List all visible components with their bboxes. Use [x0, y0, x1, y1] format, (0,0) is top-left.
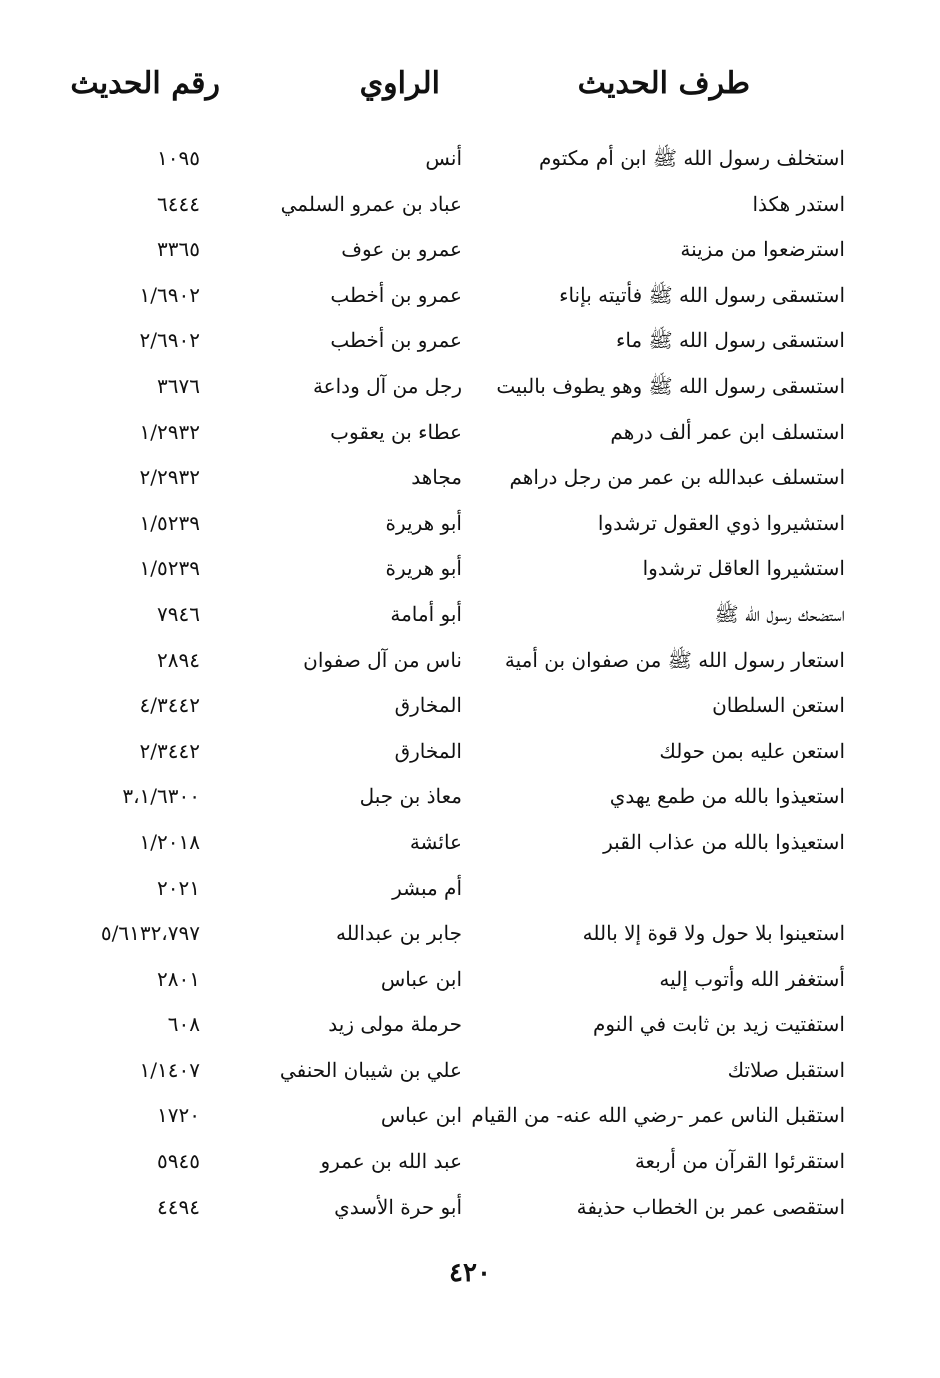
narrator-cell: رجل من آل وداعة	[312, 373, 462, 398]
hadith-number-cell: ٤/٣٤٤٢	[139, 693, 200, 718]
table-row	[0, 410, 940, 456]
hadith-text-cell: استسقى رسول الله ﷺ وهو يطوف بالبيت	[496, 373, 845, 398]
narrator-cell: عمرو بن أخطب	[330, 282, 462, 307]
table-row	[0, 1185, 940, 1231]
narrator-cell: أبو هريرة	[385, 510, 462, 535]
hadith-text-cell: استشيروا ذوي العقول ترشدوا	[597, 510, 845, 535]
table-row	[0, 364, 940, 410]
hadith-text-cell: استعن السلطان	[712, 693, 845, 718]
narrator-cell: ابن عباس	[380, 1103, 462, 1128]
hadith-number-cell: ١/٢٩٣٢	[139, 419, 200, 444]
header-narrator: الراوي	[359, 66, 440, 101]
table-row	[0, 957, 940, 1003]
table-row	[0, 911, 940, 957]
hadith-text-cell: استسلف ابن عمر ألف درهم	[610, 419, 845, 444]
hadith-text-cell: استعينوا بلا حول ولا قوة إلا بالله	[582, 921, 845, 946]
hadith-number-cell: ٢٨٩٤	[157, 647, 200, 672]
narrator-cell: أنس	[425, 146, 462, 170]
hadith-number-cell: ٣٣٦٥	[157, 237, 200, 262]
hadith-text-cell: استعيذوا بالله من عذاب القبر	[603, 829, 845, 854]
hadith-number-cell: ١/٥٢٣٩	[139, 556, 200, 581]
hadith-text-cell: استرضعوا من مزينة	[680, 237, 845, 262]
hadith-text-cell: استعار رسول الله ﷺ من صفوان بن أمية	[504, 647, 845, 672]
hadith-text-cell: استفتيت زيد بن ثابت في النوم	[593, 1012, 845, 1037]
hadith-text-cell: استقبل صلاتك	[727, 1057, 845, 1082]
table-row	[0, 1093, 940, 1139]
hadith-number-cell: ٥/٦١٣٢،٧٩٧	[100, 921, 200, 946]
hadith-text-cell: استشيروا العاقل ترشدوا	[642, 556, 845, 581]
narrator-cell: حرملة مولى زيد	[328, 1012, 462, 1037]
table-row	[0, 1048, 940, 1094]
hadith-text-cell: أستغفر الله وأتوب إليه	[659, 966, 845, 991]
hadith-text-cell: استخلف رسول الله ﷺ ابن أم مكتوم	[539, 146, 845, 170]
narrator-cell: عائشة	[409, 829, 462, 854]
hadith-number-cell: ٤٤٩٤	[157, 1194, 200, 1219]
table-row	[0, 683, 940, 729]
hadith-text-cell: استقصى عمر بن الخطاب حذيفة	[576, 1194, 845, 1219]
table-row	[0, 592, 940, 638]
narrator-cell: أبو أمامة	[390, 601, 462, 626]
hadith-number-cell: ٢/٢٩٣٢	[139, 465, 200, 490]
table-row	[0, 501, 940, 547]
header-hadith-text: طرف الحديث	[577, 66, 750, 101]
table-row	[0, 546, 940, 592]
hadith-number-cell: ٧٩٤٦	[157, 601, 200, 626]
narrator-cell: أبو هريرة	[385, 556, 462, 581]
hadith-number-cell: ٦٤٤٤	[157, 191, 200, 216]
table-row	[0, 227, 940, 273]
hadith-text-cell: استسلف عبدالله بن عمر من رجل دراهم	[509, 465, 845, 490]
narrator-cell: المخارق	[394, 738, 462, 763]
hadith-number-cell: ٢/٣٤٤٢	[139, 738, 200, 763]
hadith-number-cell: ٣٦٧٦	[157, 373, 200, 398]
hadith-number-cell: ٣،١/٦٣٠٠	[122, 784, 200, 809]
narrator-cell: مجاهد	[411, 465, 462, 490]
hadith-text-cell: استدر هكذا	[752, 191, 845, 216]
narrator-cell: عمرو بن أخطب	[330, 328, 462, 353]
narrator-cell: علي بن شيبان الحنفي	[279, 1057, 462, 1082]
hadith-number-cell: ٢٨٠١	[157, 966, 200, 991]
hadith-number-cell: ١/١٤٠٧	[139, 1057, 200, 1082]
hadith-number-cell: ١/٦٩٠٢	[139, 282, 200, 307]
hadith-text-cell: استعيذوا بالله من طمع يهدي	[609, 784, 845, 809]
table-row	[0, 820, 940, 866]
narrator-cell: عمرو بن عوف	[341, 237, 462, 262]
hadith-text-cell: استضحك رسول الله ﷺ	[714, 601, 845, 626]
hadith-text-cell: استسقى رسول الله ﷺ ماء	[615, 328, 845, 353]
page-number: ٤٢٠	[449, 1258, 491, 1288]
hadith-number-cell: ١/٢٠١٨	[139, 829, 200, 854]
table-row	[0, 729, 940, 775]
table-row	[0, 136, 940, 182]
narrator-cell: عبد الله بن عمرو	[320, 1149, 462, 1174]
table-row	[0, 1002, 940, 1048]
hadith-number-cell: ١/٥٢٣٩	[139, 510, 200, 535]
narrator-cell: ناس من آل صفوان	[303, 647, 462, 672]
hadith-number-cell: ١٧٢٠	[157, 1103, 200, 1128]
narrator-cell: جابر بن عبدالله	[335, 921, 462, 946]
narrator-cell: معاذ بن جبل	[359, 784, 462, 809]
hadith-text-cell: استعن عليه بمن حولك	[659, 738, 845, 763]
hadith-number-cell: ٢/٦٩٠٢	[139, 328, 200, 353]
hadith-number-cell: ١٠٩٥	[157, 146, 200, 170]
table-row	[0, 638, 940, 684]
header-hadith-number: رقم الحديث	[70, 66, 220, 101]
table-row	[0, 318, 940, 364]
narrator-cell: أبو حرة الأسدي	[334, 1194, 462, 1219]
hadith-text-cell: استسقى رسول الله ﷺ فأتيته بإناء	[559, 282, 845, 307]
table-row	[0, 182, 940, 228]
hadith-number-cell: ٦٠٨	[167, 1012, 200, 1037]
hadith-text-cell: استقبل الناس عمر -رضي الله عنه- من القيام	[471, 1103, 845, 1128]
table-row	[0, 1139, 940, 1185]
table-row	[0, 774, 940, 820]
table-row	[0, 455, 940, 501]
narrator-cell: ابن عباس	[380, 966, 462, 991]
narrator-cell: أم مبشر	[392, 875, 462, 900]
hadith-number-cell: ٢٠٢١	[157, 875, 200, 900]
table-row	[0, 866, 940, 912]
hadith-text-cell: استقرئوا القرآن من أربعة	[634, 1149, 845, 1174]
table-row	[0, 273, 940, 319]
narrator-cell: عطاء بن يعقوب	[330, 419, 462, 444]
narrator-cell: عباد بن عمرو السلمي	[280, 191, 462, 216]
index-table	[0, 136, 940, 1230]
narrator-cell: المخارق	[394, 693, 462, 718]
hadith-number-cell: ٥٩٤٥	[157, 1149, 200, 1174]
